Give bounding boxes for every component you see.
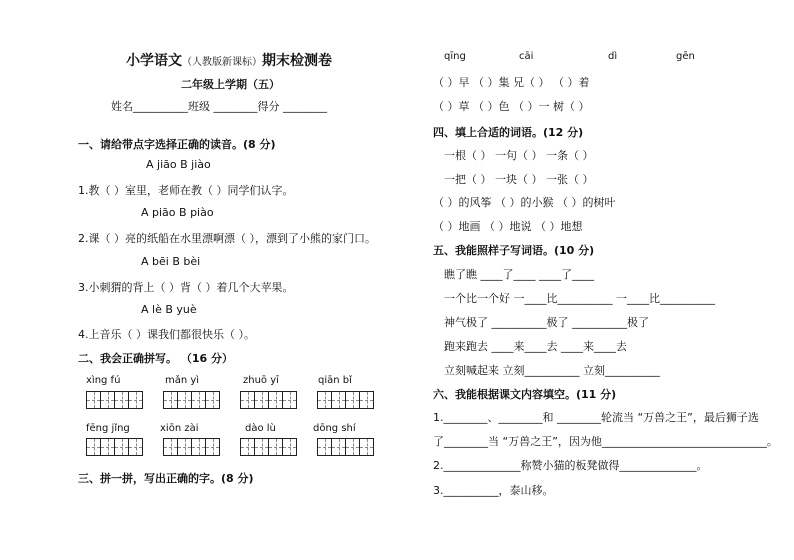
writing-grid[interactable] — [240, 391, 297, 409]
pinyin-label: qīng — [444, 51, 466, 62]
fill-row: 1.________、________和 ________轮流当 “万兽之王”，最后狮子选 — [433, 411, 759, 424]
pinyin-label: dōng shí — [313, 423, 356, 434]
title-end: 期末检测卷 — [262, 53, 332, 69]
section-5-title: 五、我能照样子写词语。(10 分) — [433, 244, 595, 257]
section-4-title: 四、填上合适的词语。(12 分) — [433, 126, 584, 139]
fill-row: 一个比一个好 一____比__________ 一____比__________ — [444, 292, 715, 305]
q1-text: 1.教（ ）室里，老师在教（ ）同学们认字。 — [78, 184, 294, 197]
q3-options: A bēi B bèi — [141, 255, 201, 268]
writing-grid[interactable] — [163, 438, 220, 456]
title-main: 小学语文 — [126, 53, 182, 69]
fill-row: （ ）早 （ ）集 兄（ ） （ ）着 — [433, 76, 590, 89]
pinyin-label: gēn — [676, 51, 695, 62]
writing-grid[interactable] — [86, 391, 143, 409]
title-small: （人教版新课标） — [182, 57, 262, 68]
fill-row: 一把（ ） 一块（ ） 一张（ ） — [444, 173, 594, 186]
pinyin-label: mǎn yì — [165, 375, 200, 386]
fill-row: （ ）地画 （ ）地说 （ ）地想 — [433, 220, 583, 233]
pinyin-label: cāi — [519, 51, 534, 62]
q2-options: A piāo B piào — [141, 206, 214, 219]
writing-grid[interactable] — [317, 391, 374, 409]
pinyin-label: zhuō yī — [243, 375, 279, 386]
q4-text: 4.上音乐（ ）课我们都很快乐（ ）。 — [78, 328, 255, 341]
section-2-title: 二、我会正确拼写。 （16 分） — [78, 352, 233, 365]
fill-row: 瞧了瞧 ____了____ ____了____ — [444, 268, 594, 281]
fill-row: 3.__________，泰山移。 — [433, 484, 554, 497]
fill-row: 一根（ ） 一句（ ） 一条（ ） — [444, 149, 594, 162]
fill-row: 跑来跑去 ____来____去 ____来____去 — [444, 340, 627, 353]
fill-row: 神气极了 __________极了 __________极了 — [444, 316, 649, 329]
pinyin-label: qiān bǐ — [318, 375, 352, 386]
pinyin-label: dào lù — [245, 423, 276, 434]
section-6-title: 六、我能根据课文内容填空。(11 分) — [433, 388, 617, 401]
writing-grid[interactable] — [163, 391, 220, 409]
q4-options: A lè B yuè — [141, 303, 197, 316]
writing-grid[interactable] — [240, 438, 297, 456]
q3-text: 3.小刺猬的背上（ ）背（ ）着几个大苹果。 — [78, 281, 294, 294]
section-1-title: 一、请给带点字选择正确的读音。(8 分) — [78, 138, 276, 151]
pinyin-label: fēng jǐng — [86, 423, 130, 434]
fill-row: 2.______________称赞小猫的板凳做得______________。 — [433, 459, 708, 472]
subtitle: 二年级上学期（五） — [181, 78, 280, 91]
pinyin-label: xìng fú — [86, 375, 121, 386]
fill-row: 立刻喊起来 立刻__________ 立刻__________ — [444, 364, 660, 377]
q2-text: 2.课（ ）亮的纸船在水里漂啊漂（ ），漂到了小熊的家门口。 — [78, 232, 376, 245]
page-title — [126, 50, 332, 70]
pinyin-label: xiōn zài — [160, 423, 199, 434]
writing-grid[interactable] — [86, 438, 143, 456]
section-3-title: 三、拼一拼，写出正确的字。(8 分) — [78, 472, 254, 485]
fill-row: （ ）的风筝 （ ）的小猴 （ ）的树叶 — [433, 196, 616, 209]
pinyin-label: dì — [608, 51, 618, 62]
fill-row: 了________当 “万兽之王”，因为他______________________________。 — [433, 435, 778, 448]
q1-options: A jiāo B jiào — [146, 158, 211, 171]
writing-grid[interactable] — [317, 438, 374, 456]
fill-row: （ ）草 （ ）色 （ ）一 树（ ） — [433, 100, 590, 113]
student-info-line: 姓名__________班级 ________得分 ________ — [111, 100, 327, 113]
